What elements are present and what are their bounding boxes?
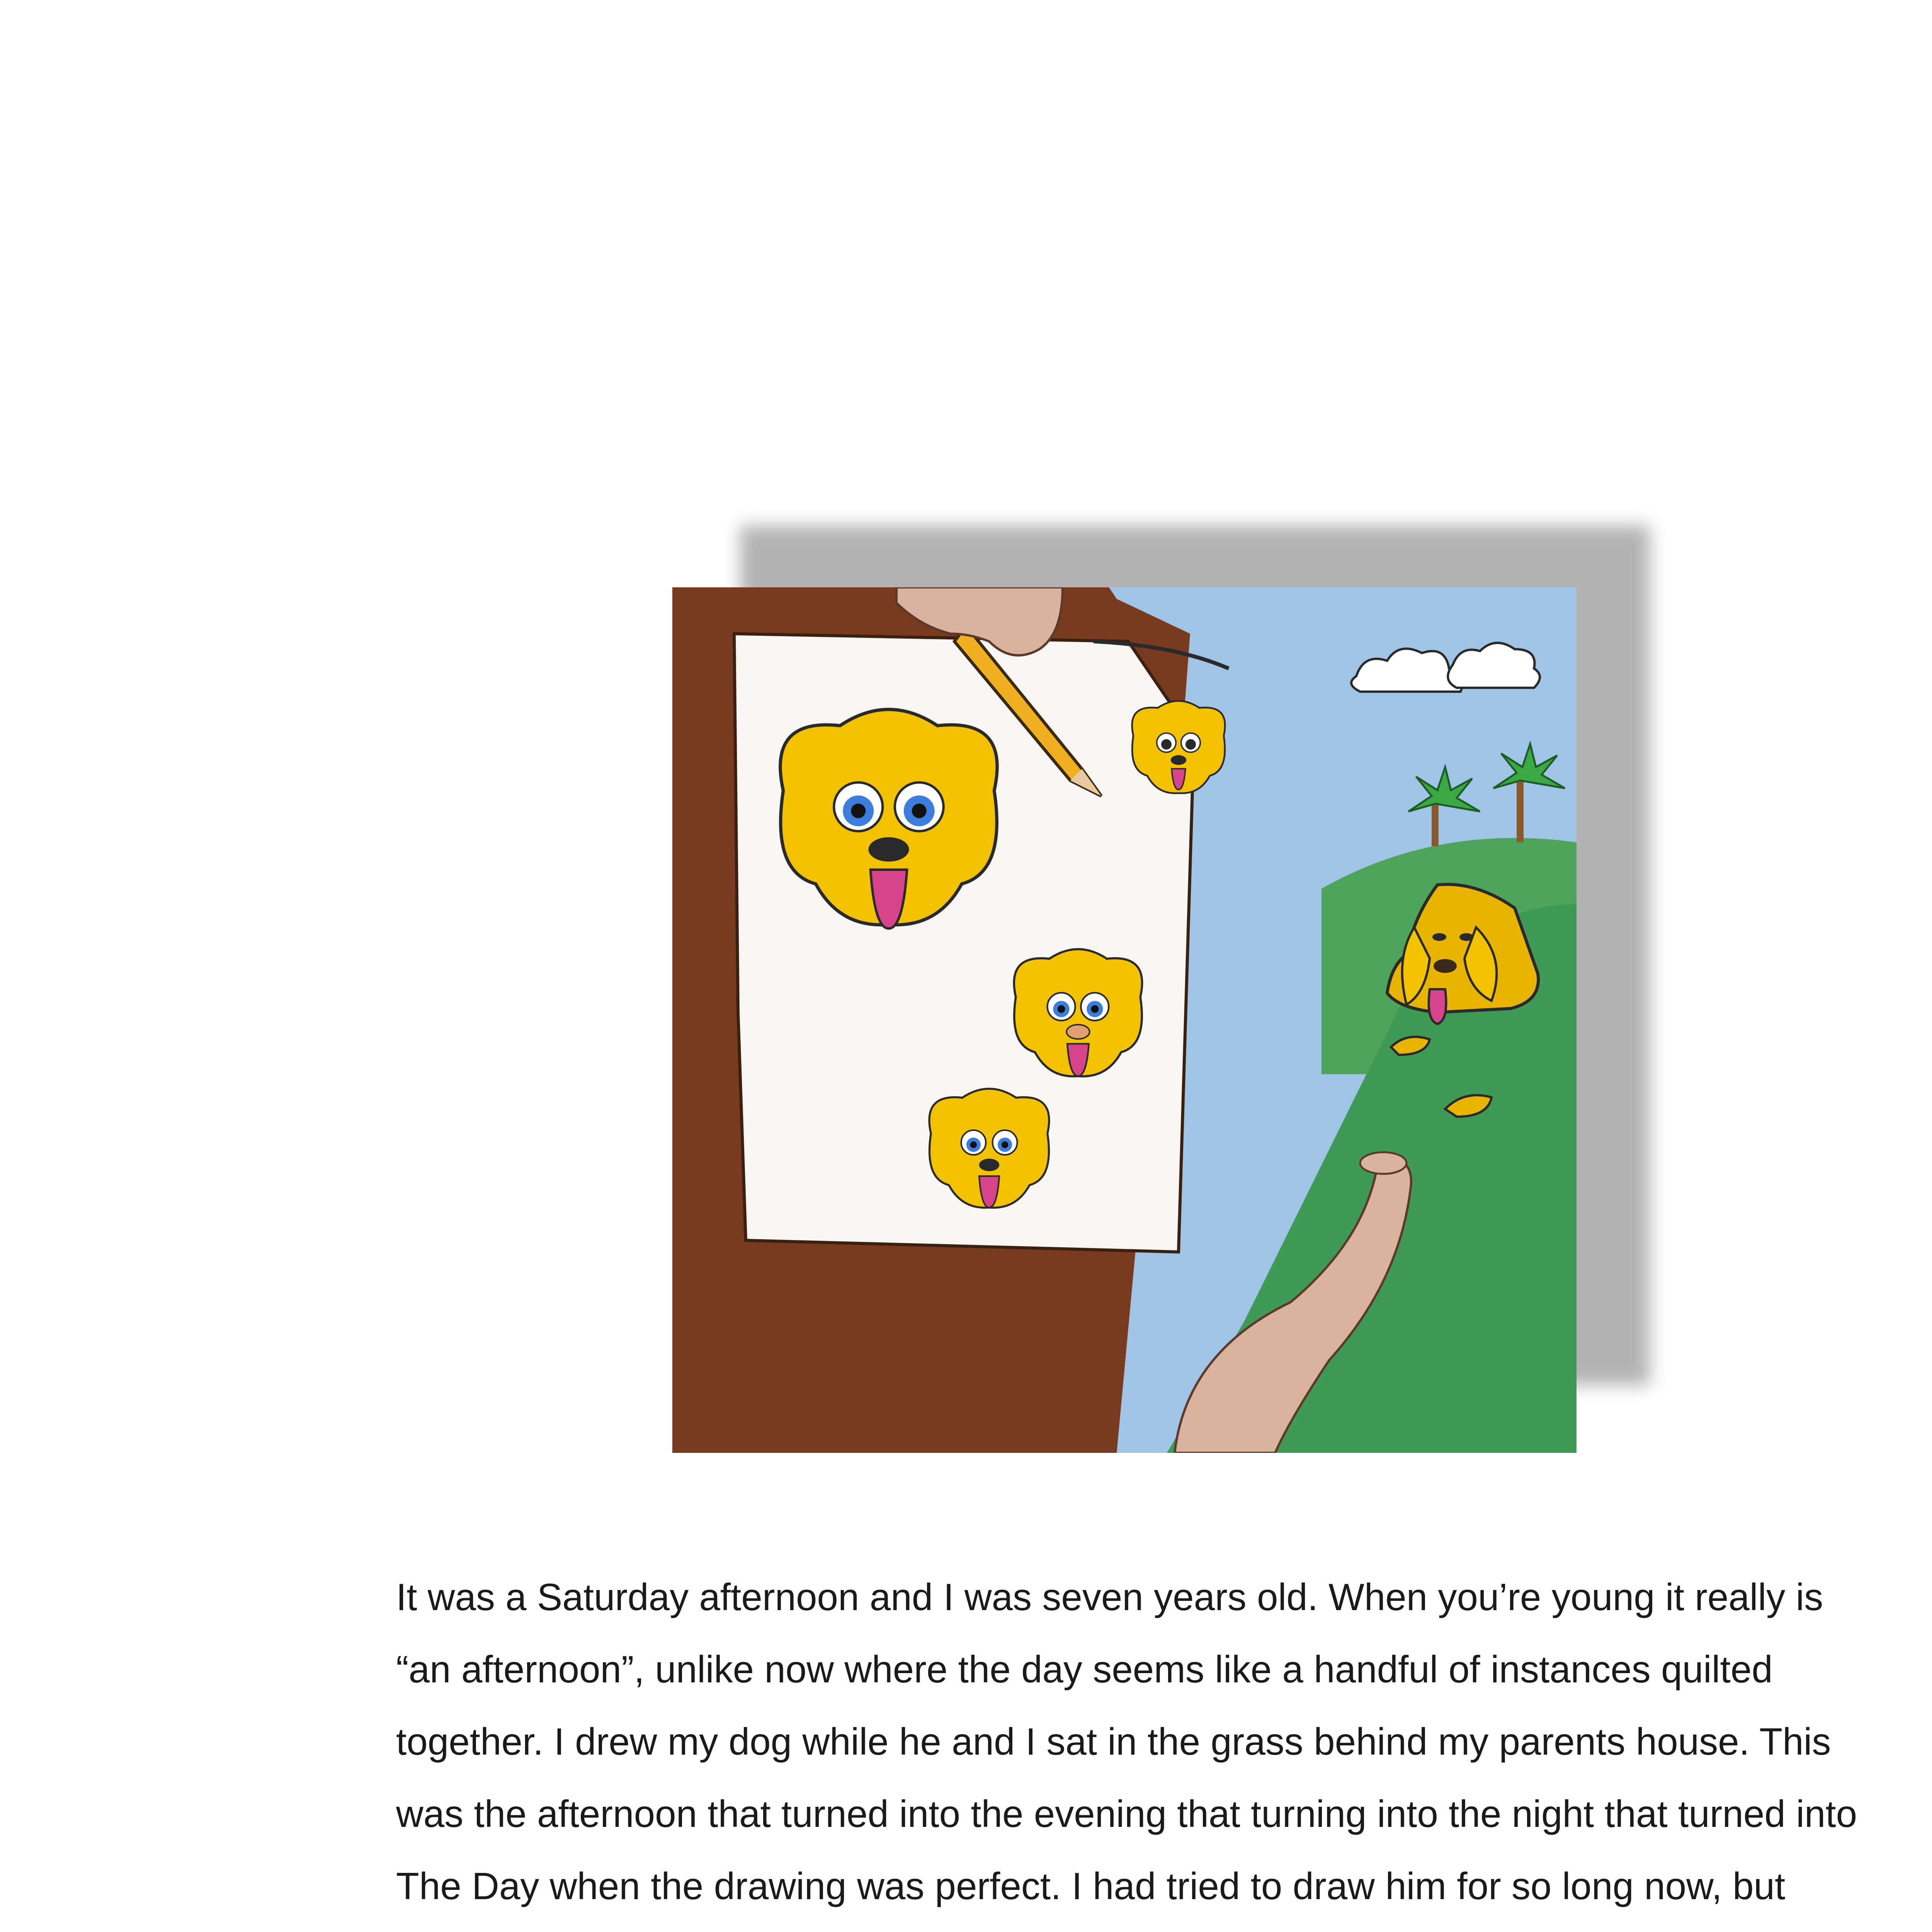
story-line: was the afternoon that turned into the evening that turning into the night that turned into: [396, 1793, 1857, 1835]
child-drawing-dog-illustration: [672, 587, 1577, 1453]
story-line: [396, 1922, 1932, 1932]
story-line: “an afternoon”, unlike now where the day seems like a handful of instances quilted: [396, 1648, 1773, 1690]
story-text: [396, 1561, 1932, 1932]
story-line: together. I drew my dog while he and I sat in the grass behind my parents house. This: [396, 1720, 1831, 1763]
story-line: It was a Saturday afternoon and I was seven years old. When you’re young it really is: [396, 1576, 1823, 1618]
story-line: The Day when the drawing was perfect. I had tried to draw him for so long now, but: [396, 1865, 1786, 1907]
